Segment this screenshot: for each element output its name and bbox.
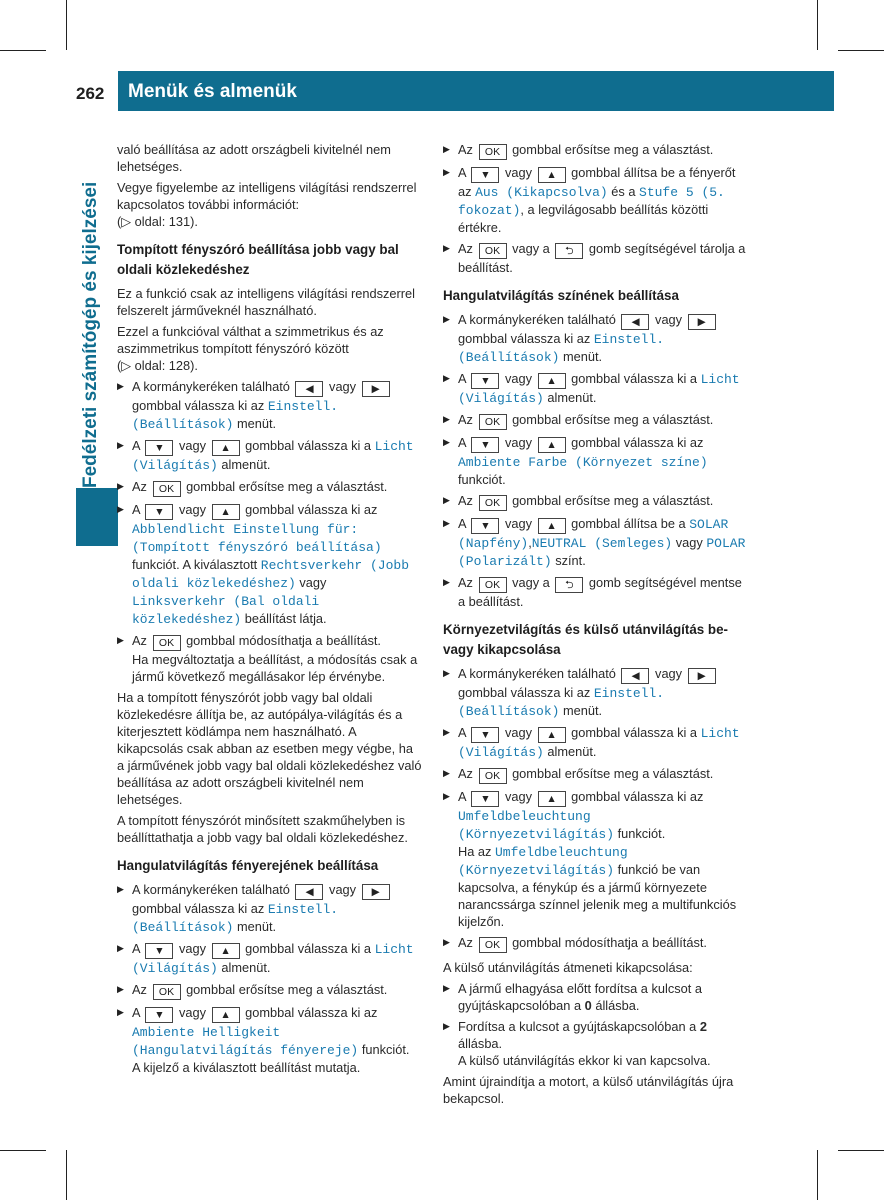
ok-key: OK [153,635,181,651]
right-arrow-key: ▶ [688,314,716,330]
text-fragment: és a [611,184,636,199]
instruction-step [443,665,749,720]
text-fragment: A kormánykeréken található [132,882,290,897]
ok-key: OK [479,495,507,511]
back-key: ⮌ [555,577,583,593]
text-fragment: A [458,789,466,804]
text-fragment: almenüt. [547,744,597,759]
side-tab-marker [76,488,118,546]
text-fragment: A [132,941,140,956]
text-fragment: Ezzel a funkcióval válthat a szimmetrikus és az aszimmetrikus tompított fényszóró között [117,324,384,356]
text-fragment: Ha megváltoztatja a beállítást, a módosítás csak a jármű következő megállásakor lép érvénybe. [132,652,418,684]
function-name: Ambiente Farbe (Környezet színe) [458,455,708,470]
text-fragment: almenüt. [221,457,271,472]
down-arrow-key: ▼ [145,943,173,959]
text-fragment: almenüt. [547,390,597,405]
paragraph: A tompított fényszórót minősített szakműhelyben is beállíttathatja a jobb vagy bal oldali közlekedéshez. [117,813,408,845]
paragraph: Ez a funkció csak az intelligens világítási rendszerrel felszerelt járműveknél használható. [117,286,416,318]
text-fragment: vagy [655,312,683,327]
key-position: 0 [584,998,592,1013]
instruction-step [443,240,749,276]
right-arrow-key: ▶ [362,884,390,900]
text-fragment: gombbal válassza ki az [571,435,704,450]
text-fragment: menüt. [562,349,603,364]
text-fragment: A kormánykeréken található [458,666,616,681]
text-fragment: A külső utánvilágítás ekkor ki van kapcsolva. [458,1053,711,1068]
down-arrow-key: ▼ [471,791,499,807]
text-fragment: vagy [504,725,532,740]
down-arrow-key: ▼ [145,504,173,520]
text-fragment: gombbal válassza ki az [458,331,591,346]
paragraph [117,179,423,230]
text-fragment: Az [458,766,473,781]
text-fragment: vagy [504,789,532,804]
text-fragment: gombbal erősítse meg a választást. [512,142,714,157]
text-fragment: gombbal állítsa be a fényerőt az [458,165,736,199]
text-fragment: A [458,516,466,531]
page-reference: (▷ oldal: 131). [117,214,198,229]
option-name: Linksverkehr (Bal oldali közlekedéshez) [132,594,320,627]
text-fragment: gombbal erősítse meg a választást. [512,493,714,508]
menu-name: Einstell. (Beállítások) [132,902,339,935]
text-fragment: gombbal állítsa be a [571,516,686,531]
ok-key: OK [479,414,507,430]
text-fragment: menüt. [236,416,277,431]
text-fragment: , a legvilágosabb beállítás közötti értékre. [458,202,709,235]
instruction-step [443,1018,749,1069]
crop-mark [0,1150,46,1151]
text-fragment: vagy [504,165,532,180]
value-name: Aus (Kikapcsolva) [475,185,608,200]
ok-key: OK [479,243,507,259]
value-name: Stufe 5 (5. fokozat) [458,185,725,218]
value-name: POLAR (Polarizált) [458,536,746,569]
text-fragment: gombbal válassza ki a [571,371,698,386]
text-fragment: gombbal válassza ki a [571,725,698,740]
instruction-step [443,492,749,511]
menu-name: Einstell. (Beállítások) [458,686,665,719]
text-fragment: gombbal válassza ki az [245,1005,378,1020]
down-arrow-key: ▼ [471,727,499,743]
instruction-step [443,515,749,570]
up-arrow-key: ▲ [538,518,566,534]
text-fragment: funkciót. [617,826,666,841]
text-fragment: funkciót. [132,557,180,572]
down-arrow-key: ▼ [471,437,499,453]
right-arrow-key: ▶ [688,668,716,684]
back-key: ⮌ [555,243,583,259]
text-fragment: Ha az [458,844,492,859]
text-fragment: vagy [504,516,532,531]
instruction-step [117,1004,423,1076]
text-fragment: menüt. [562,703,603,718]
text-fragment: beállítást látja. [244,611,327,626]
text-fragment: Az [458,241,473,256]
heading-surround-lighting: Környezetvilágítás és külső utánvilágítás be- vagy kikapcsolása [443,622,729,657]
text-fragment: Vegye figyelembe az intelligens világítási rendszerrel kapcsolatos további információt: [117,180,417,212]
section-title: Menük és almenük [128,81,297,102]
text-fragment: gomb segítségével mentse a beállítást. [458,575,742,609]
instruction-step [117,437,423,474]
menu-name: Licht (Világítás) [132,439,414,473]
crop-mark [817,1150,818,1200]
left-arrow-key: ◀ [621,668,649,684]
value-name: SOLAR (Napfény) [458,517,729,551]
crop-mark [66,1150,67,1200]
text-fragment: gombbal válassza ki a [245,438,372,453]
text-fragment: vagy [504,435,532,450]
ok-key: OK [479,144,507,160]
heading-low-beam: Tompított fényszóró beállítása jobb vagy bal oldali közlekedéshez [117,242,399,277]
text-fragment: vagy a [512,575,550,590]
text-fragment: funkció be van kapcsolva, a fénykúp és a jármű környezete narancssárga színnel jelenik meg a multifunkciós kijelzőn. [458,862,737,929]
text-fragment: menüt. [236,919,277,934]
left-arrow-key: ◀ [295,884,323,900]
text-fragment: A kormánykeréken található [132,379,290,394]
text-fragment: A [458,165,466,180]
text-fragment: Az [458,493,473,508]
instruction-step [117,378,423,433]
text-fragment: gombbal válassza ki a [245,941,372,956]
text-fragment: vagy [675,535,703,550]
left-arrow-key: ◀ [621,314,649,330]
left-arrow-key: ◀ [295,381,323,397]
text-fragment: gombbal erősítse meg a választást. [186,479,388,494]
crop-mark [838,50,884,51]
down-arrow-key: ▼ [471,167,499,183]
text-fragment: vagy [178,941,206,956]
right-arrow-key: ▶ [362,381,390,397]
down-arrow-key: ▼ [145,440,173,456]
up-arrow-key: ▲ [538,437,566,453]
function-name: Umfeldbeleuchtung (Környezetvilágítás) [458,845,628,878]
text-fragment: gombbal válassza ki az [458,685,591,700]
up-arrow-key: ▲ [212,440,240,456]
function-name: Umfeldbeleuchtung (Környezetvilágítás) [458,809,615,842]
text-fragment: A [132,438,140,453]
text-fragment: vagy [178,502,206,517]
text-fragment: vagy [329,379,357,394]
paragraph [117,323,423,374]
text-fragment: A [458,725,466,740]
ok-key: OK [153,984,181,1000]
text-fragment: A [458,435,466,450]
down-arrow-key: ▼ [471,373,499,389]
text-fragment: való beállítása az adott országbeli kivitelnél nem lehetséges. [117,142,391,174]
text-fragment: Az [458,412,473,427]
crop-mark [838,1150,884,1151]
text-fragment: vagy [178,438,206,453]
text-fragment: A [132,502,140,517]
text-fragment: A kormánykeréken található [458,312,616,327]
instruction-step [443,370,749,407]
instruction-step [443,434,749,488]
up-arrow-key: ▲ [538,727,566,743]
text-fragment: funkciót. [458,472,506,487]
page-reference: (▷ oldal: 128). [117,358,198,373]
text-fragment: gombbal válassza ki az [132,901,265,916]
ok-key: OK [153,481,181,497]
text-fragment: gombbal erősítse meg a választást. [186,982,388,997]
text-fragment: gomb segítségével tárolja a beállítást. [458,241,746,275]
instruction-step [443,411,749,430]
text-fragment: A jármű elhagyása előtt fordítsa a kulcsot a gyújtáskapcsolóban a [458,981,702,1013]
down-arrow-key: ▼ [145,1007,173,1023]
text-fragment: A [458,371,466,386]
up-arrow-key: ▲ [212,1007,240,1023]
instruction-step [443,765,749,784]
text-fragment: A kiválasztott [182,557,258,572]
menu-name: Einstell. (Beállítások) [132,399,339,432]
text-fragment: gombbal erősítse meg a választást. [512,412,714,427]
instruction-step [117,632,423,685]
text-fragment: Az [132,982,147,997]
up-arrow-key: ▲ [212,943,240,959]
text-fragment: gombbal erősítse meg a választást. [512,766,714,781]
instruction-step [117,940,423,977]
text-fragment: vagy [178,1005,206,1020]
text-fragment: vagy [329,882,357,897]
text-fragment: vagy [299,575,327,590]
text-fragment: vagy [504,371,532,386]
text-fragment: Az [458,935,473,950]
option-name: Rechtsverkehr (Jobb oldali közlekedéshez) [132,558,410,591]
paragraph: Ha a tompított fényszórót jobb vagy bal oldali közlekedésre állítja be, az autópálya-világítás és a kiterjesztett ködlámpa nem használható. A kikapcsolás csak abban az esetben megy végbe, ha a járművének jobb vagy bal oldali közlekedéshez való beállítása az adott országbeli kivitelnél nem lehetséges. [117,690,422,807]
ok-key: OK [479,937,507,953]
text-fragment: gombbal módosíthatja a beállítást. [186,633,381,648]
menu-name: Einstell. (Beállítások) [458,332,665,365]
instruction-step [443,788,749,930]
text-fragment: Az [132,633,147,648]
text-fragment: állásba. [458,1036,503,1051]
chapter-side-label: Fedélzeti számítógép és kijelzései [80,181,101,488]
heading-ambient-color: Hangulatvilágítás színének beállítása [443,288,679,303]
instruction-step [443,574,749,610]
value-name: NEUTRAL (Semleges) [531,536,673,551]
heading-ambient-brightness: Hangulatvilágítás fényerejének beállítása [117,858,379,873]
text-fragment: gombbal válassza ki az [245,502,378,517]
page-number: 262 [76,84,105,103]
instruction-step [443,164,749,236]
menu-name: Licht (Világítás) [458,726,740,760]
crop-mark [0,50,46,51]
text-fragment: gombbal válassza ki az [571,789,704,804]
up-arrow-key: ▲ [538,167,566,183]
up-arrow-key: ▲ [538,791,566,807]
text-fragment: funkciót. [361,1042,410,1057]
text-fragment: vagy [655,666,683,681]
text-fragment: A [132,1005,140,1020]
paragraph: A külső utánvilágítás átmeneti kikapcsolása: [443,960,693,975]
instruction-step [443,724,749,761]
text-fragment: vagy a [512,241,550,256]
instruction-step [443,980,749,1014]
instruction-step [443,141,749,160]
text-fragment: A kijelző a kiválasztott beállítást mutatja. [132,1060,361,1075]
left-column [117,141,423,1080]
instruction-step [443,311,749,366]
instruction-step [117,981,423,1000]
instruction-step [117,881,423,936]
up-arrow-key: ▲ [538,373,566,389]
key-position: 2 [699,1019,707,1034]
text-fragment: gombbal módosíthatja a beállítást. [512,935,707,950]
text-fragment: , [528,535,532,550]
function-name: Ambiente Helligkeit (Hangulatvilágítás fényereje) [132,1025,359,1058]
instruction-step [443,934,749,953]
text-fragment: gombbal válassza ki az [132,398,265,413]
text-fragment: Az [132,479,147,494]
up-arrow-key: ▲ [212,504,240,520]
menu-name: Licht (Világítás) [132,942,414,976]
instruction-step [117,501,423,628]
text-fragment: Fordítsa a kulcsot a gyújtáskapcsolóban a [458,1019,697,1034]
text-fragment: almenüt. [221,960,271,975]
ok-key: OK [479,768,507,784]
menu-name: Licht (Világítás) [458,372,740,406]
crop-mark [817,0,818,50]
text-fragment: Az [458,142,473,157]
crop-mark [66,0,67,50]
instruction-step [117,478,423,497]
text-fragment: állásba. [595,998,640,1013]
paragraph: Amint újraindítja a motort, a külső utánvilágítás újra bekapcsol. [443,1074,734,1106]
text-fragment: Az [458,575,473,590]
ok-key: OK [479,577,507,593]
paragraph [117,141,423,175]
function-name: Abblendlicht Einstellung für: (Tompított fényszóró beállítása) [132,522,382,555]
down-arrow-key: ▼ [471,518,499,534]
text-fragment: színt. [555,553,586,568]
right-column [443,141,749,1111]
